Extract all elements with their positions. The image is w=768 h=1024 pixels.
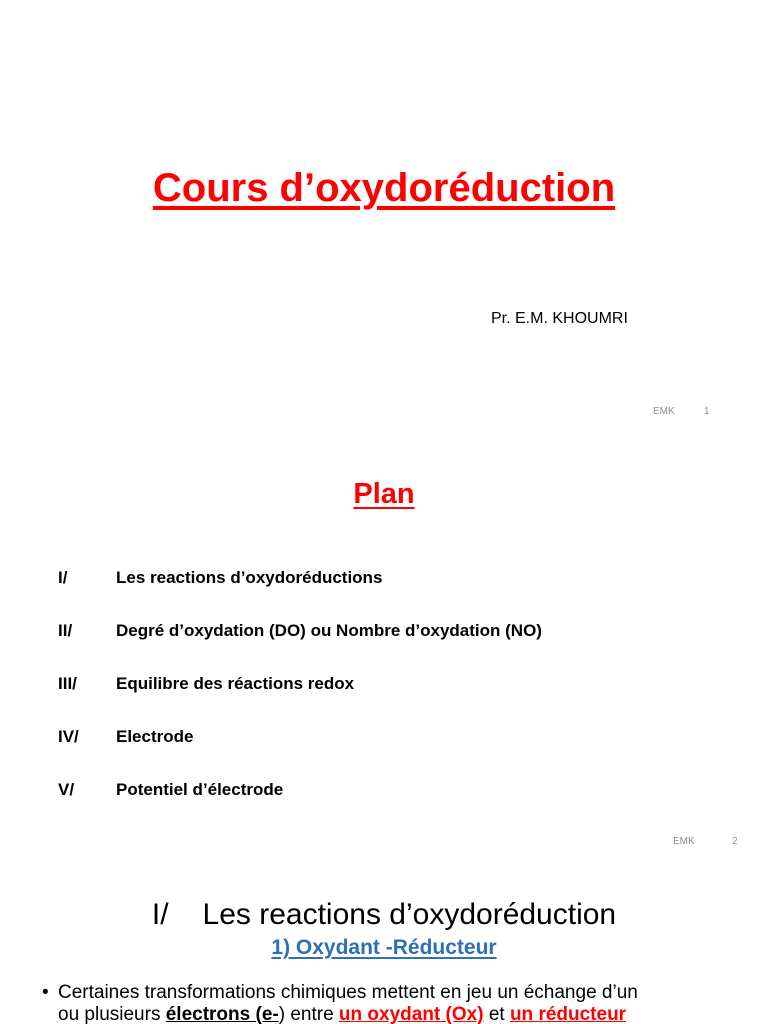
bullet-text: et <box>483 1004 510 1024</box>
section-title <box>0 898 768 932</box>
plan-slide <box>0 432 768 864</box>
plan-item-text: Les reactions d’oxydoréductions <box>116 568 383 587</box>
plan-item-text: Degré d’oxydation (DO) ou Nombre d’oxydation (NO) <box>116 621 542 640</box>
bullet-emphasis-reducer: un réducteur <box>509 1004 627 1024</box>
section-number: I/ <box>151 898 169 931</box>
page-number: 1 <box>704 406 710 417</box>
footer-label: EMK <box>653 406 675 417</box>
plan-item <box>58 674 354 694</box>
plan-item <box>58 621 542 641</box>
plan-item-number: II/ <box>58 621 73 640</box>
bullet-text: ) entre <box>278 1004 339 1024</box>
author-name: Pr. E.M. KHOUMRI <box>491 310 628 327</box>
course-title: Cours d’oxydoréduction <box>152 166 616 210</box>
plan-item-number: III/ <box>58 674 77 693</box>
footer-label: EMK <box>673 836 695 847</box>
plan-item <box>58 780 283 800</box>
plan-item-text: Equilibre des réactions redox <box>116 674 355 693</box>
plan-item-text: Potentiel d’électrode <box>116 780 284 799</box>
plan-item-number: I/ <box>58 568 68 587</box>
bullet-paragraph <box>42 982 710 1024</box>
plan-item-number: IV/ <box>58 727 79 746</box>
plan-item-text: Electrode <box>116 727 194 746</box>
section-slide <box>0 864 768 1024</box>
plan-item-number: V/ <box>58 780 75 799</box>
bullet-line-1: Certaines transformations chimiques mettent en jeu un échange d’un <box>58 982 638 1003</box>
bullet-icon: • <box>42 982 49 1003</box>
bullet-emphasis-electrons: électrons (e- <box>165 1004 279 1024</box>
bullet-text: ou plusieurs <box>58 1004 166 1024</box>
plan-title: Plan <box>353 478 415 510</box>
page-number: 2 <box>732 836 738 847</box>
title-slide <box>0 0 768 432</box>
bullet-emphasis-oxidant: un oxydant (Ox) <box>338 1004 484 1024</box>
section-title-text: Les reactions d’oxydoréduction <box>202 898 617 931</box>
subsection-title: 1) Oxydant -Réducteur <box>271 936 497 959</box>
plan-item <box>58 727 193 747</box>
plan-item <box>58 568 382 588</box>
